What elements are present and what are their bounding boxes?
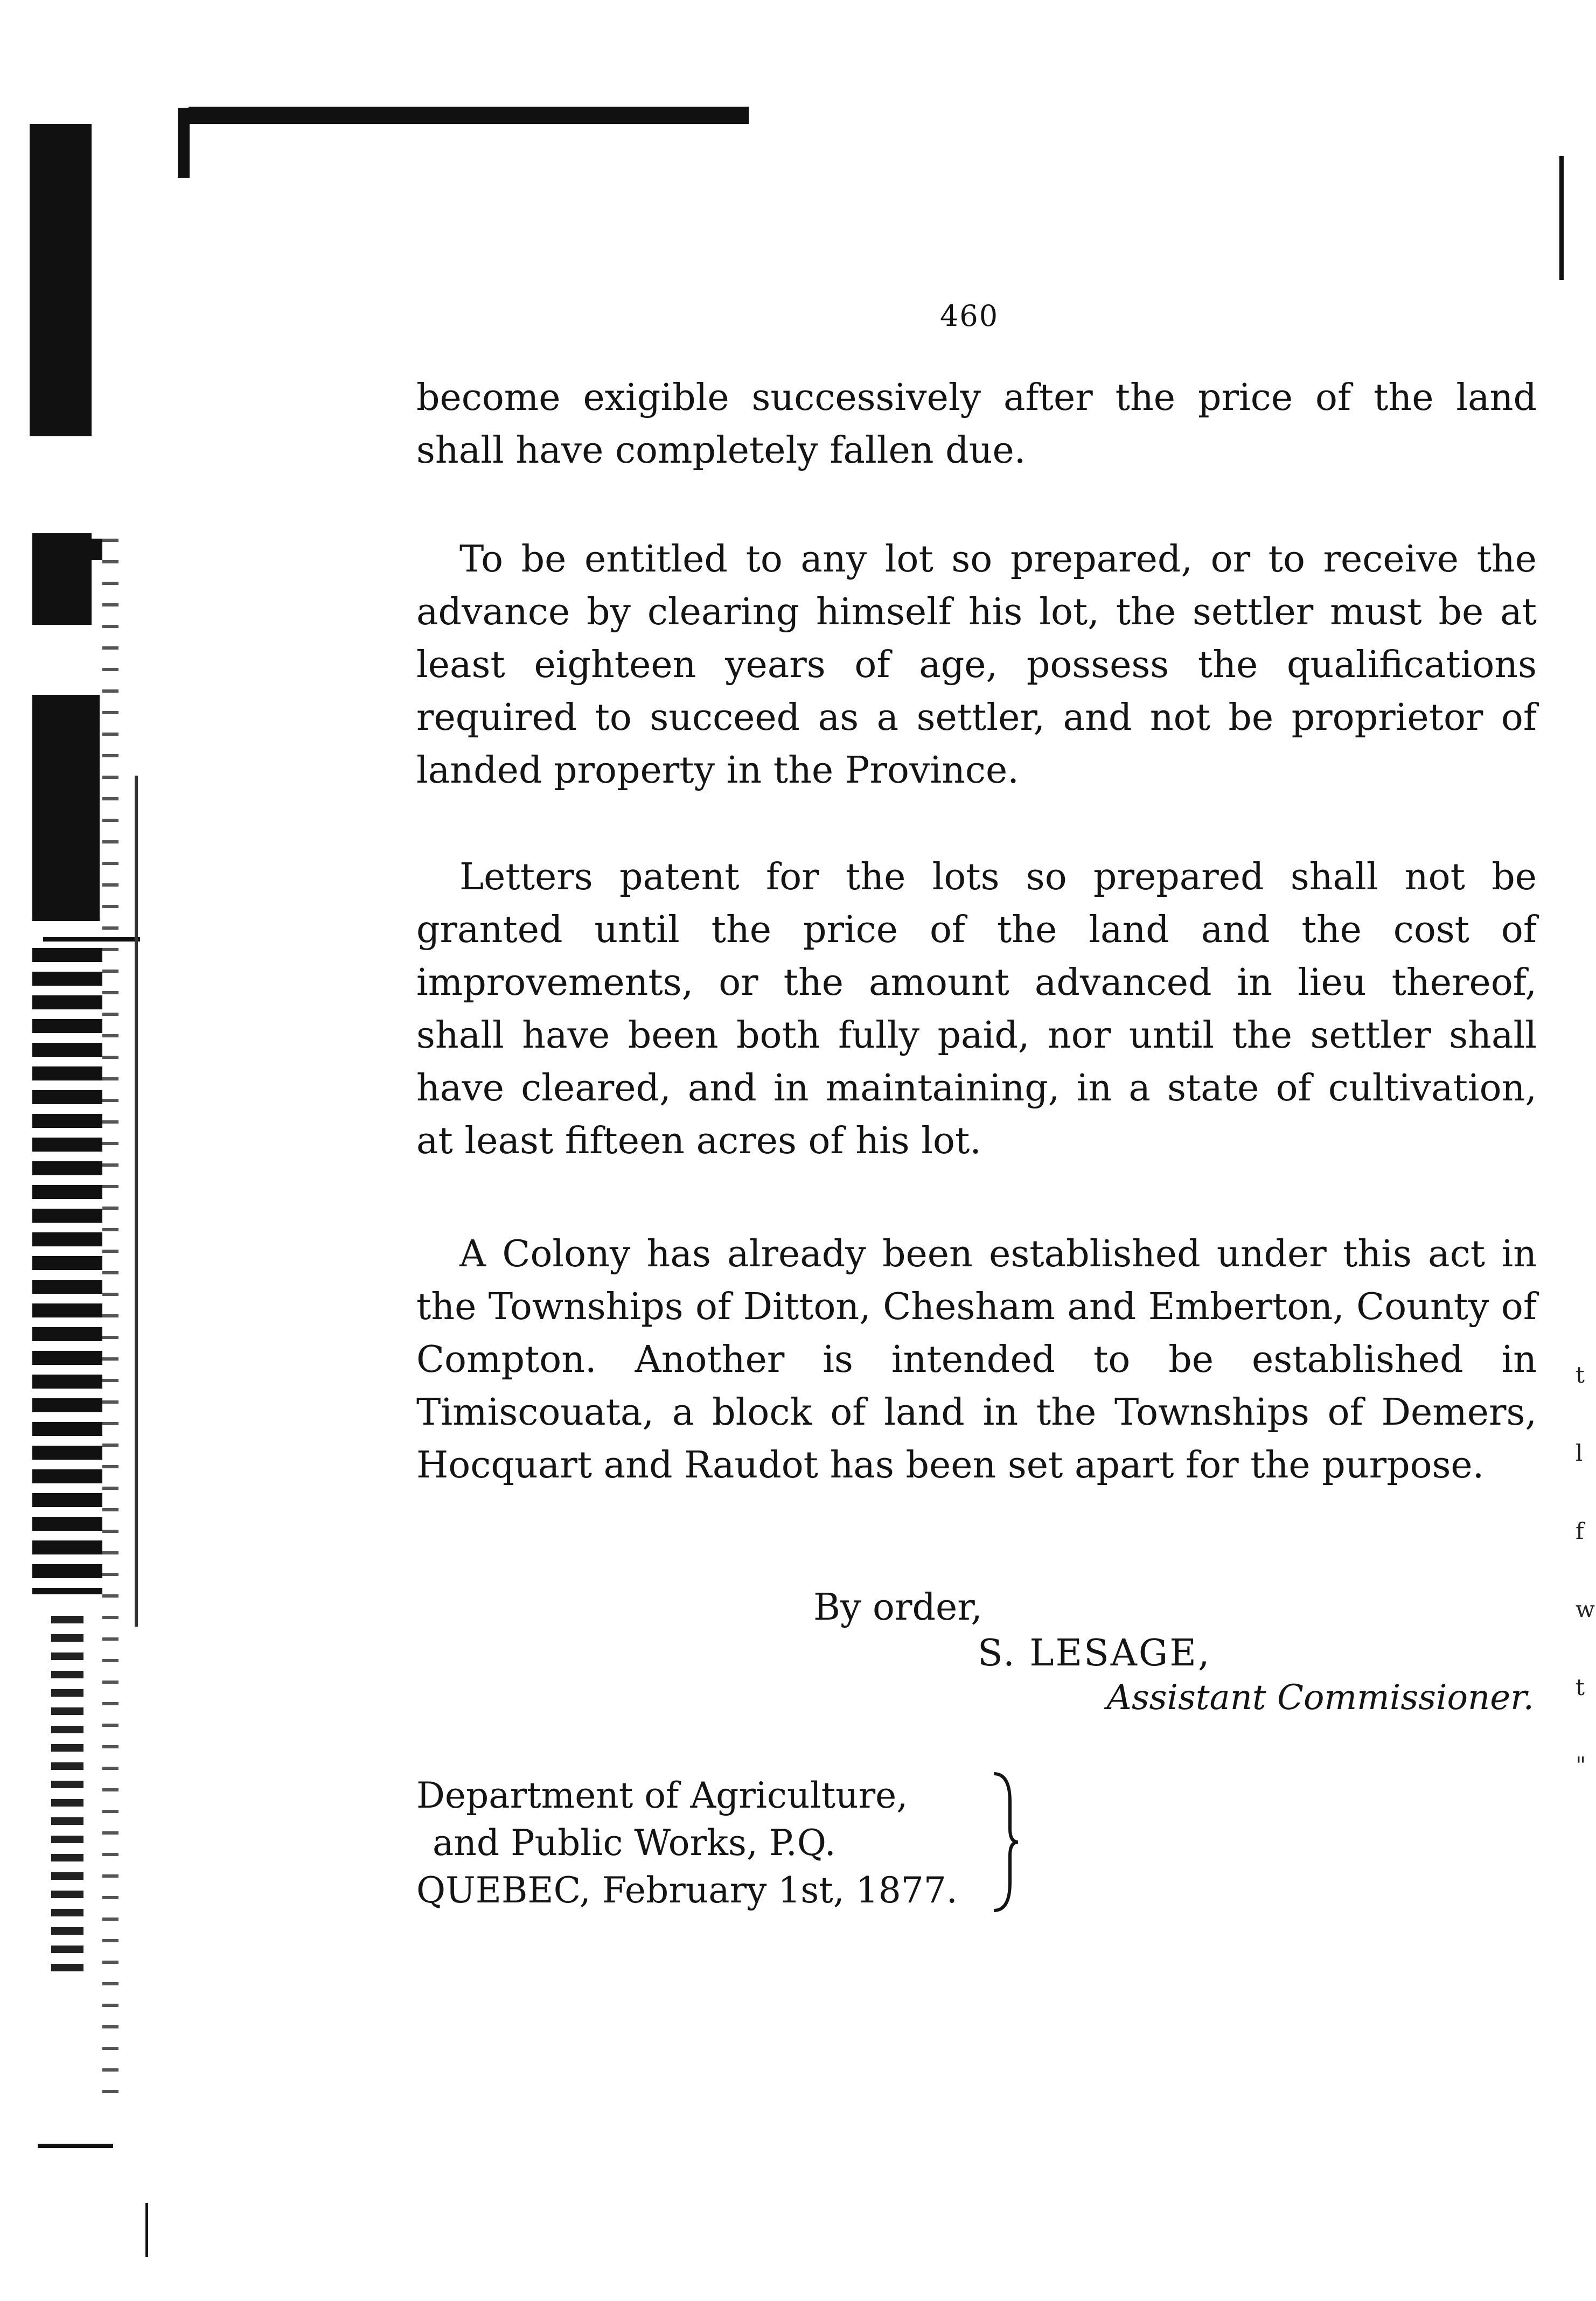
paragraph-3: Letters patent for the lots so prepared shall not be granted until the price of the land and the cost of improvements, or the amount advanced in lieu thereof, shall have been both fully paid, nor until the settler shall have cleared, and in maintaining, in a state of cultivation, at least fifteen acres of his lot.: [416, 856, 1537, 1162]
address-line-3: QUEBEC, February 1st, 1877.: [416, 1870, 958, 1911]
scan-top-edge: [178, 108, 190, 178]
scan-artifact: [135, 776, 138, 1627]
scan-artifact: [32, 948, 102, 1594]
right-brace-icon: [988, 1769, 1021, 1915]
paragraph-2: To be entitled to any lot so prepared, or to receive the advance by clearing himself his lot, the settler must be at least eighteen years of age, possess the qualifications required to succeed as a settler, and not be proprietor of landed property in the Province.: [416, 538, 1537, 792]
address-line-2: and Public Works, P.Q.: [433, 1822, 836, 1864]
scan-artifact: [51, 1616, 83, 1982]
closing-by-order: By order,: [813, 1586, 982, 1629]
address-block: [416, 1772, 1009, 1914]
signer-name: S. LESAGE,: [978, 1632, 1211, 1675]
scan-top-bar: [189, 107, 749, 124]
paragraph-1: become exigible successively after the price of the land shall have completely fallen due.: [416, 376, 1537, 472]
scan-artifact: [145, 2203, 148, 2257]
paragraph-4: A Colony has already been established under this act in the Townships of Ditton, Chesham and Emberton, County of Compton. Another is intended to be established in Timiscouata, a block of land in the Townships of Demers, Hocquart and Raudot has been set apart for the purpose.: [416, 1233, 1537, 1487]
scan-artifact: [32, 695, 100, 921]
scan-artifact: [30, 124, 92, 436]
scan-artifact: [43, 937, 140, 942]
scan-right-line: [1559, 156, 1564, 280]
address-line-1: Department of Agriculture,: [416, 1775, 908, 1816]
signer-title: Assistant Commissioner.: [1106, 1678, 1534, 1718]
scan-artifact: [38, 2144, 113, 2148]
scan-artifact: [102, 539, 119, 2101]
page-number: 460: [940, 299, 999, 333]
bleed-through-glyphs: t l f w t ": [1576, 1362, 1595, 1779]
